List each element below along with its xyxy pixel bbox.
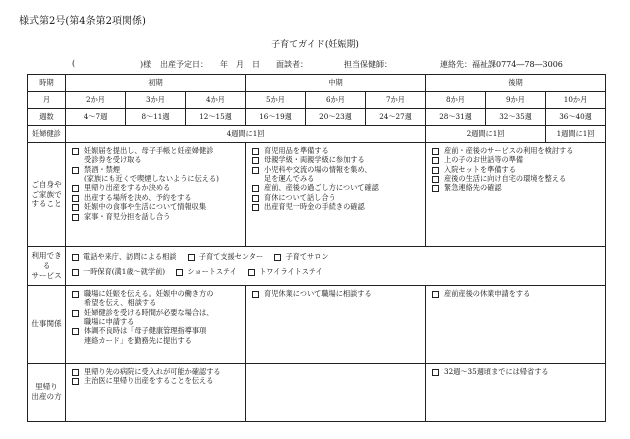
month-cell: 4か月: [186, 92, 246, 109]
checkbox[interactable]: [252, 195, 259, 202]
services-cell: [66, 247, 606, 286]
weeks-cell: 32〜35週: [486, 109, 546, 126]
checkbox[interactable]: [248, 269, 255, 276]
weeks-cell: 8〜11週: [126, 109, 186, 126]
checklist-item[interactable]: [72, 183, 241, 192]
due-date: 出産予定日： 年 月 日: [160, 60, 260, 69]
checkup-early-mid: 4週間に1回: [66, 126, 426, 143]
month-cell: 5か月: [246, 92, 306, 109]
checklist-item[interactable]: [432, 183, 601, 192]
period-early: 初期: [66, 75, 246, 92]
checklist-item[interactable]: [432, 174, 601, 183]
work-mid-cell: [246, 285, 426, 363]
checklist-item-text: 出産育児一時金の手続きの確認: [264, 202, 365, 212]
checklist-item-text: 産前・産後のサービスの利用を検討する: [444, 146, 574, 155]
checkbox[interactable]: [252, 167, 259, 174]
checkbox[interactable]: [72, 310, 79, 317]
checklist-item[interactable]: [72, 193, 241, 202]
checkbox[interactable]: [432, 369, 439, 376]
checkup-label: 妊婦健診: [28, 126, 66, 143]
checklist-item[interactable]: [72, 165, 241, 184]
service-option[interactable]: ショートステイ: [176, 266, 236, 279]
checklist-item[interactable]: [72, 376, 241, 385]
work-late-cell: [426, 285, 606, 363]
service-option[interactable]: 電話や来庁、訪問による相談: [72, 251, 176, 264]
checklist-item[interactable]: [72, 212, 241, 221]
checklist-item[interactable]: [72, 146, 241, 165]
checkbox[interactable]: [252, 204, 259, 211]
checklist-item[interactable]: [432, 146, 601, 155]
checklist-item-text: 育休について話し合う: [264, 192, 336, 202]
weeks-cell: 20〜23週: [306, 109, 366, 126]
checkbox[interactable]: [432, 157, 439, 164]
checklist-item[interactable]: [432, 165, 601, 174]
service-option[interactable]: 子育て支援センター: [188, 251, 263, 264]
weeks-cell: 24〜27週: [366, 109, 426, 126]
checkbox[interactable]: [72, 167, 79, 174]
weeks-label: 週数: [28, 109, 66, 126]
checklist-item-text: 32週〜35週頃までには帰省する: [444, 366, 549, 376]
service-option[interactable]: 一時保育(満1歳〜就学前): [72, 266, 165, 279]
services-line-2: [72, 266, 599, 281]
checklist-item[interactable]: [432, 155, 601, 164]
checkbox[interactable]: [72, 185, 79, 192]
checklist-item-text: 緊急連絡先の確認: [444, 183, 502, 193]
checklist-item-text: 育児用品を準備する: [264, 146, 329, 155]
checklist-item-text: 家事・育児分担を話し合う: [84, 211, 171, 221]
form-number: 様式第2号(第4条第2項関係): [19, 16, 146, 27]
homecoming-late-cell: [426, 363, 606, 421]
checklist-item[interactable]: [432, 289, 601, 298]
checklist-item-text: 母親学級・両親学級に参加する: [264, 155, 365, 165]
nurse-label: 担当保健師：: [344, 60, 392, 69]
checklist-item-text: 産前産後の休業申請をする: [444, 288, 531, 298]
service-option[interactable]: トワイライトステイ: [248, 266, 323, 279]
homecoming-early-cell: [66, 363, 246, 421]
checklist-item-text: 産後の生活に向け自宅の環境を整える: [444, 174, 567, 184]
services-line-1: [72, 251, 599, 266]
guide-table: [27, 74, 606, 422]
month-cell: 10か月: [546, 92, 606, 109]
name-suffix: )様: [140, 60, 152, 69]
checkbox[interactable]: [72, 195, 79, 202]
checklist-item-text: 禁酒・禁煙 (家族にも近くで喫煙しないように伝える): [84, 164, 219, 184]
checkbox[interactable]: [252, 157, 259, 164]
contact-info: 連絡先：福祉課0774―78―3006: [440, 60, 563, 69]
checklist-item[interactable]: [252, 155, 421, 164]
checklist-item-text: 出産する場所を決め、予約をする: [84, 192, 192, 202]
period-mid: 中期: [246, 75, 426, 92]
checkbox[interactable]: [252, 148, 259, 155]
checklist-item-text: 育児休業について職場に相談する: [264, 288, 372, 298]
checkbox[interactable]: [72, 328, 79, 335]
row-label-work: 仕事関係: [28, 285, 66, 363]
checklist-item-text: 産前、産後の過ごし方について確認: [264, 183, 379, 193]
checklist-item-text: 職場に妊娠を伝える。妊娠中の働き方の 希望を伝え、相談する: [84, 288, 214, 308]
checkbox[interactable]: [274, 254, 281, 261]
checkbox[interactable]: [72, 254, 79, 261]
month-cell: 6か月: [306, 92, 366, 109]
checklist-item[interactable]: [432, 367, 601, 376]
month-cell: 2か月: [66, 92, 126, 109]
name-open-paren: (: [72, 59, 76, 68]
checklist-item-text: 里帰り先の病院に受入れが可能か確認する: [84, 366, 221, 376]
document-title: 子育てガイド(妊娠期): [271, 40, 359, 50]
interviewer-label: 面談者：: [276, 60, 308, 69]
checklist-item[interactable]: [252, 202, 421, 211]
checklist-item[interactable]: [72, 202, 241, 211]
checklist-item[interactable]: [72, 367, 241, 376]
weeks-cell: 16〜19週: [246, 109, 306, 126]
checklist-item-text: 上の子のお世話等の準備: [444, 155, 524, 165]
home-mid-cell: [246, 143, 426, 247]
month-label: 月: [28, 92, 66, 109]
checkbox[interactable]: [432, 148, 439, 155]
checklist-item[interactable]: [72, 289, 241, 308]
checkbox[interactable]: [72, 148, 79, 155]
checklist-item-text: 妊娠中の食事や生活について情報収集: [84, 202, 207, 212]
checkbox[interactable]: [432, 176, 439, 183]
home-late-cell: [426, 143, 606, 247]
checkbox[interactable]: [72, 214, 79, 221]
checkup-late: 2週間に1回: [426, 126, 546, 143]
service-option[interactable]: 子育てサロン: [274, 251, 328, 264]
weeks-cell: 12〜15週: [186, 109, 246, 126]
checkup-final: 1週間に1回: [546, 126, 606, 143]
checkbox[interactable]: [188, 254, 195, 261]
checklist-item-text: 入院セットを準備する: [444, 164, 516, 174]
month-cell: 7か月: [366, 92, 426, 109]
checklist-item[interactable]: [252, 289, 421, 298]
checkbox[interactable]: [176, 269, 183, 276]
checklist-item-text: 小児科や交流の場の情報を集め、 足を運んでみる: [264, 164, 372, 184]
checklist-item-text: 主治医に里帰り出産をすることを伝える: [84, 376, 214, 386]
checklist-item-text: 体調不良時は「母子健康管理指導事項 連絡カード」を勤務先に提出する: [84, 326, 207, 345]
checkbox[interactable]: [252, 185, 259, 192]
checklist-item-text: 妊婦健診を受ける時間が必要な場合は、 職場に申請する: [84, 307, 214, 326]
weeks-cell: 28〜31週: [426, 109, 486, 126]
row-label-home: ご自身や ご家族で すること: [28, 143, 66, 247]
month-cell: 8か月: [426, 92, 486, 109]
weeks-cell: 4〜7週: [66, 109, 126, 126]
work-early-cell: [66, 285, 246, 363]
checklist-item[interactable]: [252, 165, 421, 184]
month-cell: 3か月: [126, 92, 186, 109]
checklist-item[interactable]: [252, 193, 421, 202]
checklist-item[interactable]: [252, 146, 421, 155]
period-label: 時期: [28, 75, 66, 92]
checklist-item[interactable]: [72, 308, 241, 327]
home-early-cell: [66, 143, 246, 247]
checkbox[interactable]: [432, 291, 439, 298]
checkbox[interactable]: [72, 204, 79, 211]
checkbox[interactable]: [432, 167, 439, 174]
checkbox[interactable]: [72, 369, 79, 376]
checkbox[interactable]: [72, 291, 79, 298]
period-late: 後期: [426, 75, 606, 92]
checklist-item[interactable]: [252, 183, 421, 192]
month-cell: 9か月: [486, 92, 546, 109]
checkbox[interactable]: [252, 291, 259, 298]
checkbox[interactable]: [72, 378, 79, 385]
row-label-homecoming: 里帰り 出産の方: [28, 363, 66, 421]
row-label-services: 利用できる サービス: [28, 247, 66, 286]
checklist-item-text: 里帰り出産をするか決める: [84, 183, 171, 193]
homecoming-mid-cell: [246, 363, 426, 421]
weeks-cell: 36〜40週: [546, 109, 606, 126]
checkbox[interactable]: [432, 185, 439, 192]
checkbox[interactable]: [72, 269, 79, 276]
checklist-item[interactable]: [72, 326, 241, 345]
checklist-item-text: 妊娠届を提出し、母子手帳と妊産婦健診 受診券を受け取る: [84, 146, 214, 165]
